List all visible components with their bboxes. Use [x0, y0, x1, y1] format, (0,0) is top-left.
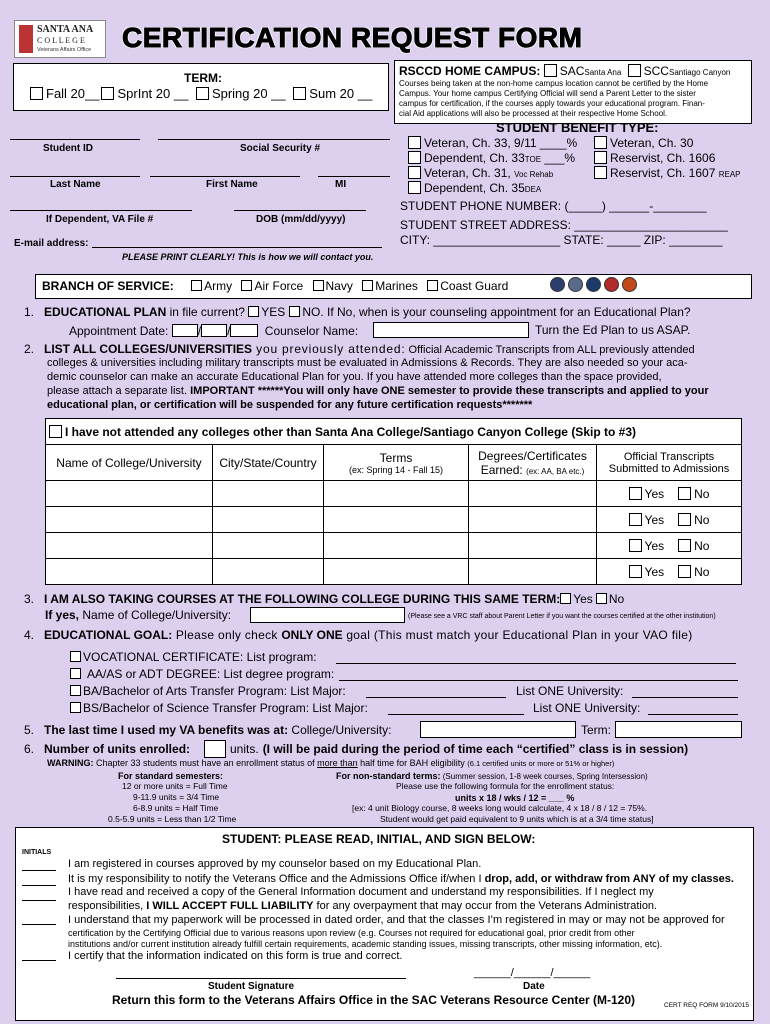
- benefit-ch1607: [594, 166, 741, 181]
- branch-marines-checkbox[interactable]: [362, 280, 373, 291]
- goal-bs-university-line[interactable]: [648, 714, 738, 715]
- date-field[interactable]: ______/______/______: [474, 967, 591, 979]
- goal-aa-label: AA/AS or ADT DEGREE: List degree program:: [87, 667, 335, 681]
- branch-coastguard-checkbox[interactable]: [427, 280, 438, 291]
- units-input[interactable]: [204, 740, 226, 758]
- q6-num: 6.: [24, 742, 35, 756]
- degree-cell[interactable]: [469, 481, 597, 507]
- campus-row: [399, 64, 730, 79]
- initial-line-5[interactable]: [22, 960, 56, 961]
- transcript-yes: Yes: [644, 564, 665, 579]
- q6-warning-small: (6.1 certified units or more or 51% or higher): [467, 759, 615, 768]
- transcript-yes: Yes: [644, 512, 665, 527]
- q1-text: in file current?: [166, 305, 249, 319]
- branch-airforce-checkbox[interactable]: [241, 280, 252, 291]
- col-header-city: City/State/Country: [219, 455, 317, 470]
- benefit-ch35-label: Dependent, Ch. 35: [424, 181, 525, 195]
- nonstandard-line-3: [ex: 4 unit Biology course, 8 weeks long would calculate, 4 x 18 / 8 / 12 = 75%.: [352, 803, 648, 813]
- term-fall-checkbox[interactable]: [30, 87, 43, 100]
- q3-name-label: Name of College/University:: [79, 608, 232, 622]
- logo-emblem-icon: [19, 25, 33, 53]
- sign-box: [15, 827, 754, 1021]
- transcript-no-checkbox[interactable]: [678, 565, 691, 578]
- college-name-cell[interactable]: [46, 559, 213, 585]
- transcript-yes: Yes: [644, 538, 665, 553]
- q4-tail: goal (This must match your Educational Plan in your VAO file): [342, 628, 693, 642]
- va-file-label: If Dependent, VA File #: [46, 214, 154, 225]
- appt-year-input[interactable]: [230, 324, 258, 337]
- college-name-cell[interactable]: [46, 481, 213, 507]
- email-label: E-mail address:: [14, 238, 89, 249]
- statement-5: I certify that the information indicated on this form is true and correct.: [68, 950, 403, 962]
- q4-num: 4.: [24, 628, 35, 642]
- goal-ba-checkbox[interactable]: [70, 685, 81, 696]
- benefit-ch31: [408, 166, 553, 181]
- term-box: [13, 63, 389, 111]
- college-name-cell[interactable]: [46, 507, 213, 533]
- q2-spaced: you previously attended:: [252, 342, 406, 356]
- transcript-no-checkbox[interactable]: [678, 539, 691, 552]
- benefit-ch30-label: Veteran, Ch. 30: [610, 136, 694, 150]
- terms-cell[interactable]: [324, 533, 469, 559]
- q1-yes: YES: [261, 305, 286, 319]
- goal-bs: [70, 702, 368, 716]
- city-state-zip-field[interactable]: CITY: ___________________ STATE: _____ ZIP: ________: [400, 233, 723, 247]
- campus-note-3: campus for certification, if the courses apply towards your educational program. Finan-: [399, 99, 705, 108]
- college-logo: [14, 20, 106, 58]
- q3-no: No: [608, 592, 625, 606]
- form-id: CERT REQ FORM 9/10/2015: [664, 1002, 750, 1009]
- benefit-ch1607-label: Reservist, Ch. 1607: [610, 166, 719, 180]
- q2-label: LIST ALL COLLEGES/UNIVERSITIES: [44, 342, 253, 356]
- city-cell[interactable]: [213, 481, 324, 507]
- campus-note-2: Campus. Your home campus Certifying Official will send a Parent Letter to the sister: [399, 89, 696, 98]
- col-header-degrees: Degrees/Certificates: [478, 448, 587, 463]
- benefit-ch35: [408, 181, 541, 196]
- first-name-line[interactable]: [150, 176, 300, 177]
- transcript-cell: [597, 533, 742, 559]
- branch-box: [35, 274, 752, 299]
- city-cell[interactable]: [213, 559, 324, 585]
- campus-sac-checkbox[interactable]: [544, 64, 557, 77]
- street-field[interactable]: STUDENT STREET ADDRESS: _______________________: [400, 218, 728, 232]
- terms-cell[interactable]: [324, 481, 469, 507]
- transcript-cell: [597, 481, 742, 507]
- student-id-line[interactable]: [10, 139, 140, 140]
- date-label: Date: [523, 981, 545, 992]
- term-summer-checkbox[interactable]: [293, 87, 306, 100]
- terms-cell[interactable]: [324, 559, 469, 585]
- logo-line2: C O L L E G E: [37, 36, 85, 45]
- appt-slash-1: /: [197, 324, 202, 338]
- table-not-attended-row: [46, 419, 742, 445]
- q6-warning: Chapter 33 students must have an enrollment status of: [93, 758, 318, 768]
- signature-label: Student Signature: [208, 981, 295, 992]
- branch-army-checkbox[interactable]: [191, 280, 202, 291]
- dob-line[interactable]: [234, 210, 366, 211]
- ssn-label: Social Security #: [240, 143, 321, 154]
- q4-label: EDUCATIONAL GOAL:: [44, 628, 173, 642]
- statement-3b: responsibilities,: [68, 900, 147, 912]
- q3-ifyes-row: [45, 609, 231, 623]
- benefit-ch35-checkbox[interactable]: [408, 181, 421, 194]
- benefit-title: STUDENT BENEFIT TYPE:: [496, 120, 659, 135]
- transcript-no: No: [694, 564, 710, 579]
- benefit-ch1606-label: Reservist, Ch. 1606: [610, 151, 716, 165]
- benefit-ch33-dep-checkbox[interactable]: [408, 151, 421, 164]
- campus-sac: SAC: [559, 64, 585, 78]
- appt-month-input[interactable]: [172, 324, 198, 337]
- nonstandard-line-1: Please use the following formula for the enrollment status:: [396, 781, 615, 791]
- q3-yes-checkbox[interactable]: [560, 593, 571, 604]
- standard-line-2: 9-11.9 units = 3/4 Time: [133, 792, 220, 802]
- transcript-yes-checkbox[interactable]: [629, 539, 642, 552]
- campus-label: RSCCD HOME CAMPUS:: [399, 64, 541, 78]
- term-spring-checkbox[interactable]: [196, 87, 209, 100]
- transcript-cell: [597, 507, 742, 533]
- goal-vocational-label: VOCATIONAL CERTIFICATE: List program:: [83, 650, 317, 664]
- branch-navy: Navy: [325, 279, 353, 293]
- q5-term-label: Term:: [581, 723, 611, 737]
- q3-note: (Please see a VRC staff about Parent Letter if you want the courses certified at the other institution): [408, 613, 716, 620]
- statement-3b-row: [68, 900, 657, 913]
- transcript-no: No: [694, 512, 710, 527]
- ssn-line[interactable]: [158, 139, 390, 140]
- va-file-line[interactable]: [10, 210, 192, 211]
- statement-4b: certification by the Certifying Official due to various reasons upon review (e.g. Courses not required for educational goal, prior credit from other: [68, 928, 635, 938]
- q1-no: NO. If No, when is your counseling appointment for an Educational Plan?: [302, 305, 691, 319]
- q2-line3: demic counselor can make an accurate Educational Plan for you. If you have attended more colleges than the space provided,: [47, 371, 662, 383]
- benefit-ch33-dep-sub: TOE: [524, 155, 542, 164]
- goal-vocational-line[interactable]: [336, 663, 736, 664]
- transcript-yes-checkbox[interactable]: [629, 487, 642, 500]
- first-name-label: First Name: [206, 179, 258, 190]
- colleges-table: [45, 418, 742, 585]
- logo-line3: Veterans Affairs Office: [37, 47, 92, 53]
- q1-label: EDUCATIONAL PLAN: [44, 305, 167, 319]
- statement-2: [68, 873, 734, 886]
- statement-1: I am registered in courses approved by my counselor based on my Educational Plan.: [68, 858, 482, 870]
- benefit-ch33-911: [408, 136, 577, 151]
- army-seal-icon: [550, 277, 565, 292]
- standard-line-4: 0.5-5.9 units = Less than 1/2 Time: [108, 814, 237, 824]
- goal-ba: [70, 685, 346, 699]
- goal-ba-major-line[interactable]: [366, 697, 506, 698]
- goal-bs-major-line[interactable]: [388, 714, 524, 715]
- initial-line-2[interactable]: [22, 885, 56, 886]
- benefit-ch1607-sub: REAP: [718, 170, 741, 179]
- q6-more-than: more than: [317, 758, 358, 768]
- return-instructions: Return this form to the Veterans Affairs Office in the SAC Veterans Resource Center (M-120): [112, 993, 636, 1007]
- campus-scc-sub: Santiago Canyon: [668, 68, 731, 77]
- standard-line-1: 12 or more units = Full Time: [122, 781, 228, 791]
- goal-aa-checkbox[interactable]: [70, 668, 81, 679]
- q2-num: 2.: [24, 342, 35, 356]
- term-options: [30, 87, 372, 102]
- q3-college-input[interactable]: [250, 607, 405, 623]
- col-header-name: Name of College/University: [56, 455, 202, 470]
- goal-ba-university-line[interactable]: [632, 697, 738, 698]
- city-cell[interactable]: [213, 507, 324, 533]
- terms-cell[interactable]: [324, 507, 469, 533]
- goal-bs-checkbox[interactable]: [70, 702, 81, 713]
- initial-line-4[interactable]: [22, 924, 56, 925]
- q1-appt-row: [69, 324, 358, 339]
- campus-box: [394, 60, 752, 124]
- nonstandard-title-row: [336, 771, 648, 781]
- col-header-submitted: Submitted to Admissions: [608, 462, 730, 475]
- form-title: CERTIFICATION REQUEST FORM: [122, 22, 583, 53]
- q6-warning-label: WARNING:: [47, 758, 94, 768]
- q5-term-input[interactable]: [615, 721, 742, 738]
- term-label: TERM:: [184, 71, 222, 85]
- q3-num: 3.: [24, 592, 35, 606]
- branch-airforce: Air Force: [254, 279, 304, 293]
- transcript-no-checkbox[interactable]: [678, 513, 691, 526]
- branch-army: Army: [204, 279, 233, 293]
- logo-line1: SANTA ANA: [37, 24, 94, 35]
- q4-text: Please only check: [172, 628, 282, 642]
- col-header-earned: Earned: (ex: AA, BA etc.): [480, 462, 585, 477]
- q3-line: [24, 593, 624, 607]
- q3-no-checkbox[interactable]: [596, 593, 607, 604]
- email-line[interactable]: [92, 247, 382, 248]
- benefit-ch31-label: Veteran, Ch. 31,: [424, 166, 515, 180]
- table-header-row: [46, 445, 742, 481]
- benefit-ch1606: [594, 151, 715, 166]
- campus-scc: SCC: [643, 64, 669, 78]
- nonstandard-title: For non-standard terms:: [336, 771, 441, 781]
- last-name-line[interactable]: [10, 176, 140, 177]
- q2-line5: educational plan, or certification will be suspended for any future certification requests*******: [47, 399, 533, 411]
- benefit-ch31-sub: Voc Rehab: [514, 170, 554, 179]
- benefit-ch30-checkbox[interactable]: [594, 136, 607, 149]
- not-attended-label: I have not attended any colleges other than Santa Ana College/Santiago Canyon College (Skip to #3): [65, 424, 636, 439]
- q6-units-row: [230, 743, 688, 757]
- q1-turn-in: Turn the Ed Plan to us ASAP.: [535, 323, 691, 337]
- initial-line-1[interactable]: [22, 870, 56, 871]
- dob-label: DOB (mm/dd/yyyy): [256, 214, 346, 225]
- table-row: [46, 507, 742, 533]
- q1-counselor-label: Counselor Name:: [264, 324, 359, 338]
- college-name-cell[interactable]: [46, 533, 213, 559]
- col-header-terms-ex: (ex: Spring 14 - Fall 15): [348, 464, 444, 475]
- benefit-ch1606-checkbox[interactable]: [594, 151, 607, 164]
- initials-label: INITIALS: [22, 849, 52, 856]
- q2-line4: [47, 385, 709, 398]
- statement-2a: It is my responsibility to notify the Veterans Office and the Admissions Office if/when I: [68, 873, 485, 885]
- branch-marines: Marines: [375, 279, 418, 293]
- col-header-terms: Terms: [379, 450, 413, 465]
- q1-no-checkbox[interactable]: [289, 306, 300, 317]
- nonstandard-line-4: Student would get paid equivalent to 9 units which is at a 3/4 time status]: [380, 814, 654, 824]
- nonstandard-formula: units x 18 / wks / 12 = ___ %: [455, 793, 575, 803]
- goal-vocational-checkbox[interactable]: [70, 651, 81, 662]
- transcript-no-checkbox[interactable]: [678, 487, 691, 500]
- transcript-cell: [597, 559, 742, 585]
- navy-seal-icon: [586, 277, 601, 292]
- goal-aa-line[interactable]: [339, 680, 738, 681]
- table-row: [46, 481, 742, 507]
- last-name-label: Last Name: [50, 179, 101, 190]
- counselor-name-input[interactable]: [373, 322, 529, 338]
- marines-seal-icon: [604, 277, 619, 292]
- print-note: PLEASE PRINT CLEARLY! This is how we will contact you.: [122, 252, 374, 262]
- nonstandard-title-sub: (Summer session, 1-8 week courses, Spring Intersession): [440, 772, 648, 781]
- benefit-ch33-dep: [408, 151, 575, 166]
- q1-yes-checkbox[interactable]: [248, 306, 259, 317]
- term-sprint-label: SprInt 20 __: [117, 86, 189, 101]
- q6-warning-row: [47, 758, 614, 769]
- benefit-ch33-dep-label: Dependent, Ch. 33: [424, 151, 525, 165]
- term-spring-label: Spring 20 __: [211, 86, 286, 101]
- q6-units: units.: [230, 742, 259, 756]
- initial-line-3[interactable]: [22, 900, 56, 901]
- q2-line1: [24, 343, 695, 357]
- goal-bs-label: BS/Bachelor of Science Transfer Program: List Major:: [83, 701, 368, 715]
- q3-label: I AM ALSO TAKING COURSES AT THE FOLLOWING COLLEGE DURING THIS SAME TERM:: [44, 592, 561, 606]
- student-id-label: Student ID: [43, 143, 93, 154]
- not-attended-checkbox[interactable]: [49, 425, 62, 438]
- degree-cell[interactable]: [469, 507, 597, 533]
- goal-vocational: [70, 651, 317, 665]
- goal-aa: [70, 668, 334, 682]
- q6-warning-tail: half time for BAH eligibility: [357, 758, 468, 768]
- q5-college: College/University:: [288, 723, 392, 737]
- standard-line-3: 6-8.9 units = Half Time: [133, 803, 219, 813]
- q1-appt-label: Appointment Date:: [69, 324, 169, 338]
- benefit-ch35-sub: DEA: [524, 185, 542, 194]
- statement-3c: I WILL ACCEPT FULL LIABILITY: [146, 900, 314, 912]
- transcript-yes-checkbox[interactable]: [629, 565, 642, 578]
- table-row: [46, 533, 742, 559]
- benefit-ch33-911-label: Veteran, Ch. 33, 9/11 ____%: [424, 136, 578, 150]
- transcript-yes-checkbox[interactable]: [629, 513, 642, 526]
- q5-line: [24, 724, 391, 738]
- term-summer-label: Sum 20 __: [309, 86, 373, 101]
- campus-note-4: cial Aid applications will also be processed at their respective Home School.: [399, 109, 668, 118]
- campus-sac-sub: Santa Ana: [584, 68, 622, 77]
- q4-only: ONLY ONE: [281, 628, 343, 642]
- statement-3d: for any overpayment that may occur from the Veterans Administration.: [313, 900, 658, 912]
- transcript-no: No: [694, 486, 710, 501]
- branch-coastguard: Coast Guard: [440, 279, 509, 293]
- q5-num: 5.: [24, 723, 35, 737]
- mi-line[interactable]: [318, 176, 390, 177]
- q5-college-input[interactable]: [420, 721, 576, 738]
- q1-line: [24, 306, 691, 320]
- term-sprint-checkbox[interactable]: [101, 87, 114, 100]
- statement-3a: I have read and received a copy of the General Information document and understand my responsibilities. If I neglect my: [68, 886, 654, 898]
- degree-cell[interactable]: [469, 533, 597, 559]
- airforce-seal-icon: [568, 277, 583, 292]
- city-cell[interactable]: [213, 533, 324, 559]
- appt-slash-2: /: [227, 324, 231, 338]
- term-fall-label: Fall 20__: [46, 86, 100, 101]
- sign-title: STUDENT: PLEASE READ, INITIAL, AND SIGN BELOW:: [222, 832, 536, 846]
- q2-line4b: IMPORTANT ******You will only have ONE semester to provide these transcripts and applied to your: [190, 385, 709, 397]
- benefit-ch30: [594, 136, 693, 151]
- branch-navy-checkbox[interactable]: [313, 280, 324, 291]
- benefit-ch33-dep-tail: ___%: [541, 151, 576, 165]
- goal-ba-list-one: List ONE University:: [516, 684, 624, 698]
- benefit-ch31-checkbox[interactable]: [408, 166, 421, 179]
- mi-label: MI: [335, 179, 347, 190]
- benefit-ch33-911-checkbox[interactable]: [408, 136, 421, 149]
- q2-rest: Official Academic Transcripts from ALL previously attended: [405, 344, 695, 356]
- q2-line4a: please attach a separate list.: [47, 385, 191, 397]
- branch-row: [42, 280, 508, 294]
- q6-line: [24, 743, 190, 757]
- degree-cell[interactable]: [469, 559, 597, 585]
- q5-label: The last time I used my VA benefits was at:: [44, 723, 289, 737]
- col-header-transcripts: Official Transcripts: [623, 450, 715, 463]
- statement-4a: I understand that my paperwork will be processed in dated order, and that the classes I’m registered in may or may not be approved for: [68, 914, 725, 926]
- statement-4c: institutions and/or current institution already fulfill certain requirements, academic standing issues, missing transcripts, other missing information, etc).: [68, 939, 663, 949]
- table-row: [46, 559, 742, 585]
- signature-line[interactable]: [116, 978, 406, 979]
- q6-paid: (I will be paid during the period of time each “certified” class is in session): [262, 742, 689, 756]
- campus-note-1: Courses being taken at the non-home campus location cannot be certified by the Home: [399, 79, 709, 88]
- transcript-yes: Yes: [644, 486, 665, 501]
- q4-line: [24, 629, 693, 643]
- branch-label: BRANCH OF SERVICE:: [42, 279, 174, 293]
- q1-num: 1.: [24, 305, 35, 319]
- goal-bs-list-one: List ONE University:: [533, 701, 641, 715]
- standard-title: For standard semesters:: [118, 771, 224, 781]
- campus-scc-checkbox[interactable]: [628, 64, 641, 77]
- phone-field[interactable]: STUDENT PHONE NUMBER: (_____) ______-________: [400, 199, 707, 213]
- q3-yes: Yes: [573, 592, 593, 606]
- q3-ifyes: If yes,: [45, 608, 80, 622]
- statement-2b: drop, add, or withdraw from ANY of my classes.: [484, 873, 734, 885]
- q6-label: Number of units enrolled:: [44, 742, 191, 756]
- q2-line2: colleges & universities including military transcripts must be evaluated in Admissions & Records. They are also needed so your aca-: [47, 357, 688, 369]
- transcript-no: No: [694, 538, 710, 553]
- goal-ba-label: BA/Bachelor of Arts Transfer Program: List Major:: [83, 684, 346, 698]
- benefit-ch1607-checkbox[interactable]: [594, 166, 607, 179]
- appt-day-input[interactable]: [201, 324, 227, 337]
- coastguard-seal-icon: [622, 277, 637, 292]
